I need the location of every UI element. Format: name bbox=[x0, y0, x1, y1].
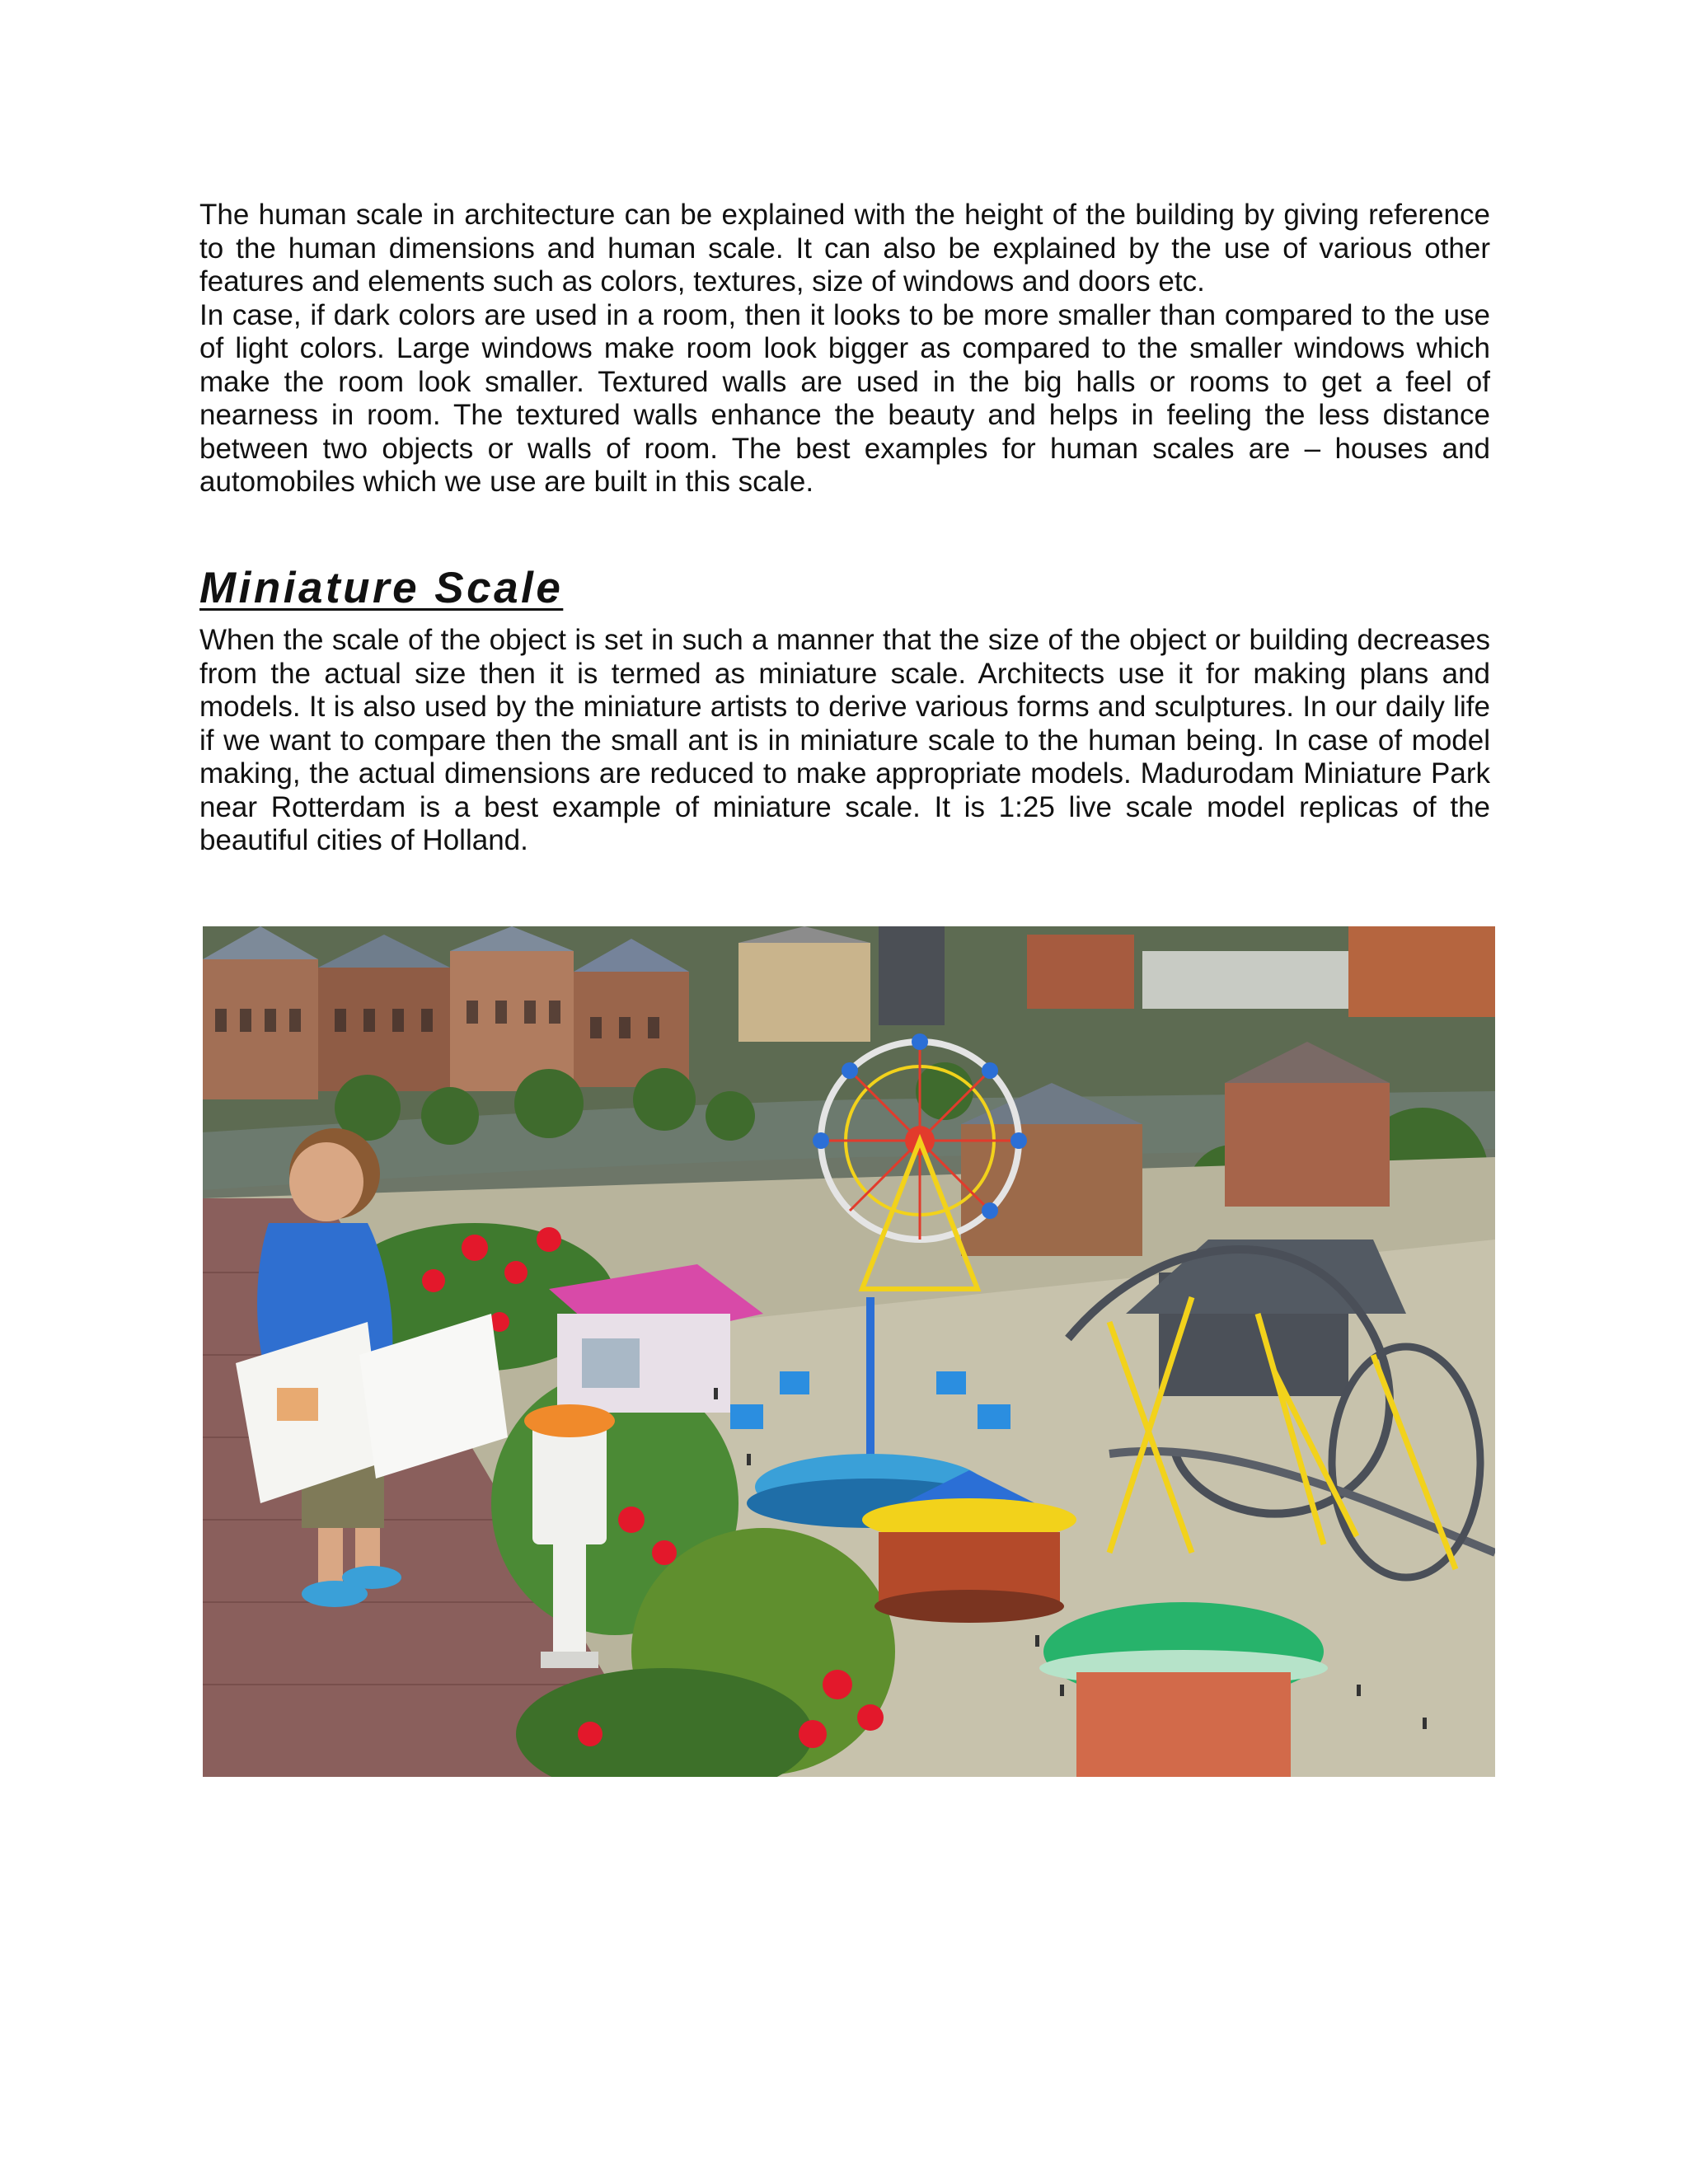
section-heading: Miniature Scale bbox=[199, 564, 564, 612]
intro-paragraph-2: In case, if dark colors are used in a room, then it looks to be more smaller than compared to the use of light colors. Large windows make room look bigger as compared to the smaller windows which make the room look smaller. Textured walls are used in the big halls or rooms to get a feel of nearness in room. The textured walls enhance the beauty and helps in feeling the less distance between two objects or walls of room. The best examples for human scales are – houses and automobiles which we use are built in this scale. bbox=[199, 298, 1490, 498]
intro-section bbox=[199, 199, 1490, 499]
miniature-paragraph: When the scale of the object is set in such a manner that the size of the object or building decreases from the actual size then it is termed as miniature scale. Architects use it for making plans and models. It is also used by the miniature artists to derive various forms and sculptures. In our daily life if we want to compare then the small ant is in miniature scale to the human being. In case of model making, the actual dimensions are reduced to make appropriate models. Madurodam Miniature Park near Rotterdam is a best example of miniature scale. It is 1:25 live scale model replicas of the beautiful cities of Holland. bbox=[199, 624, 1490, 856]
madurodam-photo bbox=[203, 926, 1495, 1777]
miniature-section bbox=[199, 624, 1490, 858]
intro-paragraph-1: The human scale in architecture can be explained with the height of the building by giving reference to the human dimensions and human scale. It can also be explained by the use of various other features and elements such as colors, textures, size of windows and doors etc. bbox=[199, 199, 1490, 298]
green-carousel bbox=[1039, 1602, 1328, 1777]
